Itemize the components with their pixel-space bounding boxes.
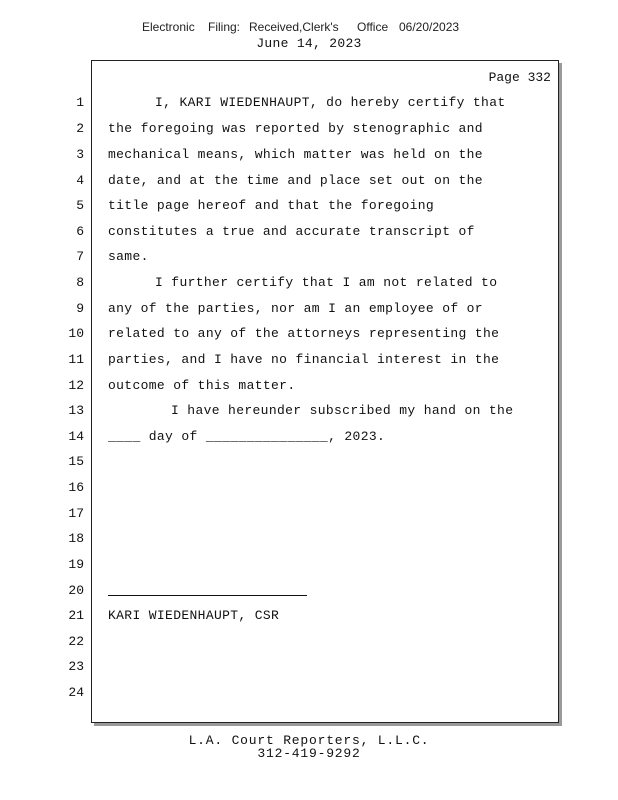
line-text: ____ day of _______________, 2023. xyxy=(108,429,386,444)
line-number: 9 xyxy=(76,301,84,316)
line-number: 2 xyxy=(76,121,84,136)
line-number: 7 xyxy=(76,249,84,264)
line-number: 11 xyxy=(68,352,84,367)
footer-company: L.A. Court Reporters, L.L.C. xyxy=(188,733,430,748)
line-number: 6 xyxy=(76,224,84,239)
line-number: 24 xyxy=(68,685,84,700)
line-number: 12 xyxy=(68,378,84,393)
line-number: 1 xyxy=(76,95,84,110)
line-text: outcome of this matter. xyxy=(108,378,296,393)
line-number: 16 xyxy=(68,480,84,495)
line-number: 4 xyxy=(76,173,84,188)
line-text: parties, and I have no financial interest in the xyxy=(108,352,500,367)
line-number: 14 xyxy=(68,429,84,444)
stamp-date: 06/20/2023 xyxy=(399,20,460,34)
stamp-word-electronic: Electronic xyxy=(142,20,195,34)
line-text: I, KARI WIEDENHAUPT, do hereby certify that xyxy=(155,95,506,110)
line-number: 19 xyxy=(68,557,84,572)
footer-phone: 312-419-9292 xyxy=(257,746,361,761)
line-number: 8 xyxy=(76,275,84,290)
line-number: 3 xyxy=(76,147,84,162)
line-number: 15 xyxy=(68,454,84,469)
line-number: 21 xyxy=(68,608,84,623)
transcript-date: June 14, 2023 xyxy=(256,36,362,51)
line-number: 20 xyxy=(68,583,84,598)
line-number: 23 xyxy=(68,659,84,674)
line-text: I have hereunder subscribed my hand on the xyxy=(171,403,514,418)
line-text: title page hereof and that the foregoing xyxy=(108,198,435,213)
page-number: Page 332 xyxy=(488,70,551,85)
line-text: related to any of the attorneys representing the xyxy=(108,326,500,341)
line-number: 22 xyxy=(68,634,84,649)
line-text: constitutes a true and accurate transcript of xyxy=(108,224,475,239)
line-number: 5 xyxy=(76,198,84,213)
line-text: I further certify that I am not related to xyxy=(155,275,498,290)
stamp-word-filing: Filing: xyxy=(208,20,241,34)
line-number: 10 xyxy=(68,326,84,341)
line-number: 18 xyxy=(68,531,84,546)
line-number: 17 xyxy=(68,506,84,521)
line-number: 13 xyxy=(68,403,84,418)
line-text: same. xyxy=(108,249,149,264)
stamp-word-received: Received,Clerk's xyxy=(249,20,339,34)
line-text: the foregoing was reported by stenographic and xyxy=(108,121,483,136)
line-text: date, and at the time and place set out on the xyxy=(108,173,483,188)
reporter-name: KARI WIEDENHAUPT, CSR xyxy=(108,608,280,623)
signature-line xyxy=(108,595,307,596)
line-text: mechanical means, which matter was held on the xyxy=(108,147,483,162)
line-text: any of the parties, nor am I an employee of or xyxy=(108,301,483,316)
stamp-word-office: Office xyxy=(357,20,389,34)
